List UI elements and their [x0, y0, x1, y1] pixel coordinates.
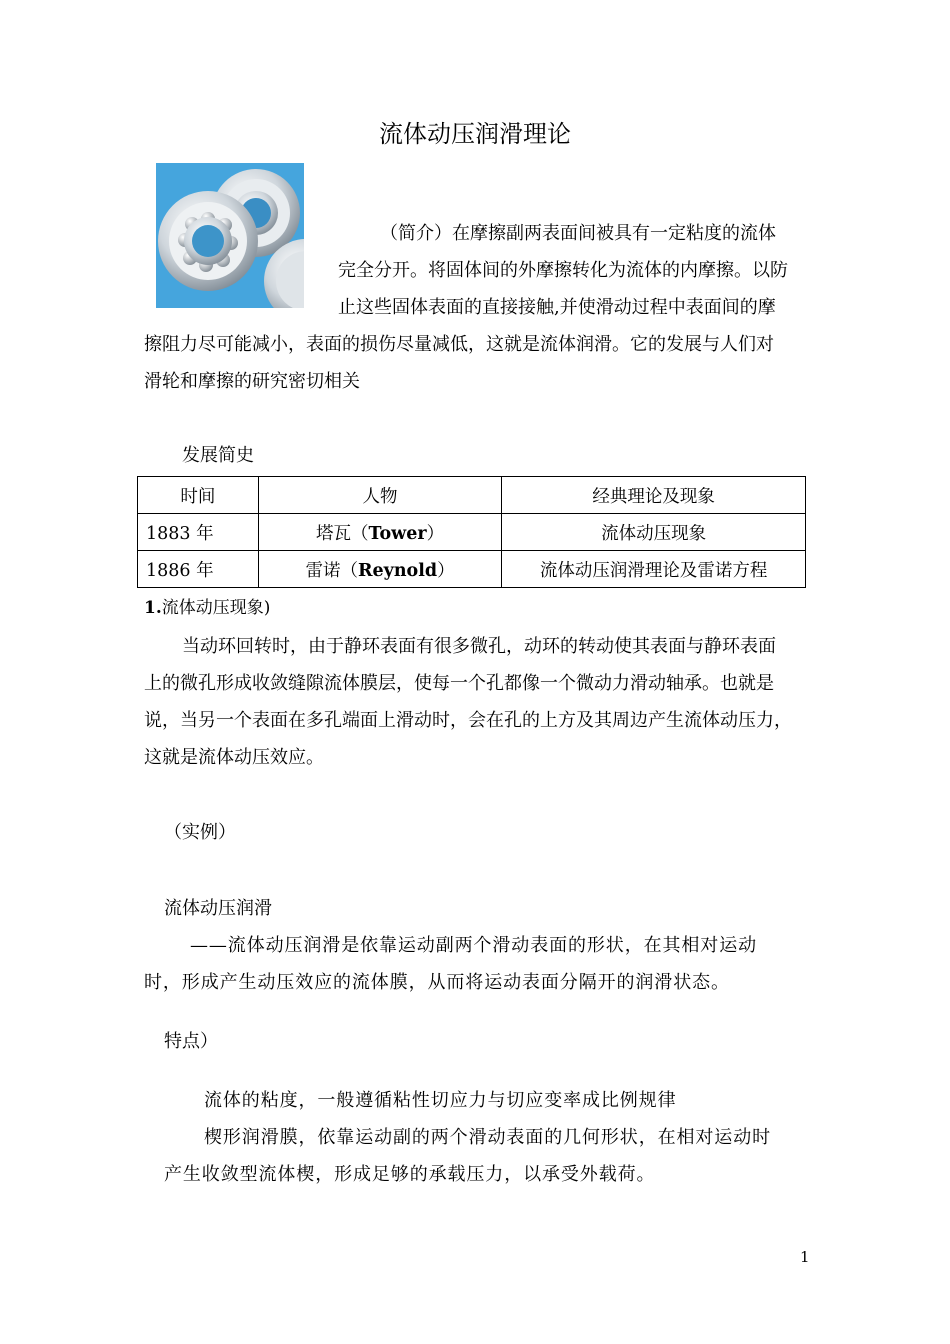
row-person [258, 551, 502, 588]
section-1-line-4: 这就是流体动压效应。 [144, 747, 324, 768]
history-heading: 发展简史 [182, 445, 254, 466]
bearing-image [156, 163, 304, 308]
features-label: 特点） [164, 1031, 218, 1052]
table-row [138, 514, 806, 551]
page-title: 流体动压润滑理论 [379, 120, 571, 148]
page-number: 1 [800, 1248, 810, 1266]
intro-line-5: 滑轮和摩擦的研究密切相关 [144, 371, 360, 392]
example-label: （实例） [164, 822, 236, 843]
definition-heading: 流体动压润滑 [164, 898, 272, 919]
section-1-line-1: 当动环回转时，由于静环表面有很多微孔，动环的转动使其表面与静环表面 [182, 636, 776, 657]
row-theory: 流体动压润滑理论及雷诺方程 [502, 551, 806, 588]
row-time: 1883 年 [138, 514, 259, 551]
person-bracket: ） [426, 523, 445, 544]
history-table [137, 476, 806, 588]
table-header-row [138, 477, 806, 514]
intro-line-4: 擦阻力尽可能减小，表面的损伤尽量减低，这就是流体润滑。它的发展与人们对 [144, 334, 774, 355]
column-header: 经典理论及现象 [502, 477, 806, 514]
section-1-line-2: 上的微孔形成收敛缝隙流体膜层，使每一个孔都像一个微动力滑动轴承。也就是 [144, 673, 774, 694]
features-line-2: 楔形润滑膜，依靠运动副的两个滑动表面的几何形状，在相对运动时 [204, 1127, 771, 1148]
column-header: 时间 [138, 477, 259, 514]
person-bracket: ） [437, 560, 455, 581]
column-header: 人物 [258, 477, 502, 514]
person-name: 雷诺（ [305, 560, 358, 581]
intro-line-1: （简介）在摩擦副两表面间被具有一定粘度的流体 [380, 223, 776, 244]
features-line-1: 流体的粘度，一般遵循粘性切应力与切应变率成比例规律 [204, 1090, 677, 1111]
ball-bearing-illustration [156, 163, 304, 308]
intro-line-2: 完全分开。将固体间的外摩擦转化为流体的内摩擦。以防 [338, 260, 788, 281]
section-1-heading [144, 597, 270, 619]
features-line-3: 产生收敛型流体楔，形成足够的承载压力，以承受外载荷。 [164, 1164, 656, 1185]
row-theory: 流体动压现象 [502, 514, 806, 551]
person-english-name: Reynold [357, 560, 438, 581]
table-row [138, 551, 806, 588]
section-number: 1. [144, 598, 162, 618]
section-1-line-3: 说，当另一个表面在多孔端面上滑动时，会在孔的上方及其周边产生流体动压力， [144, 710, 792, 731]
definition-line-2: 时，形成产生动压效应的流体膜，从而将运动表面分隔开的润滑状态。 [144, 972, 730, 993]
person-english-name: Tower [368, 523, 427, 544]
intro-line-3: 止这些固体表面的直接接触,并使滑动过程中表面间的摩 [338, 297, 776, 318]
section-title: 流体动压现象) [161, 598, 271, 618]
row-person [258, 514, 502, 551]
person-name: 塔瓦（ [316, 523, 369, 544]
definition-line-1: ——流体动压润滑是依靠运动副两个滑动表面的形状，在其相对运动 [190, 935, 757, 956]
row-time: 1886 年 [138, 551, 259, 588]
